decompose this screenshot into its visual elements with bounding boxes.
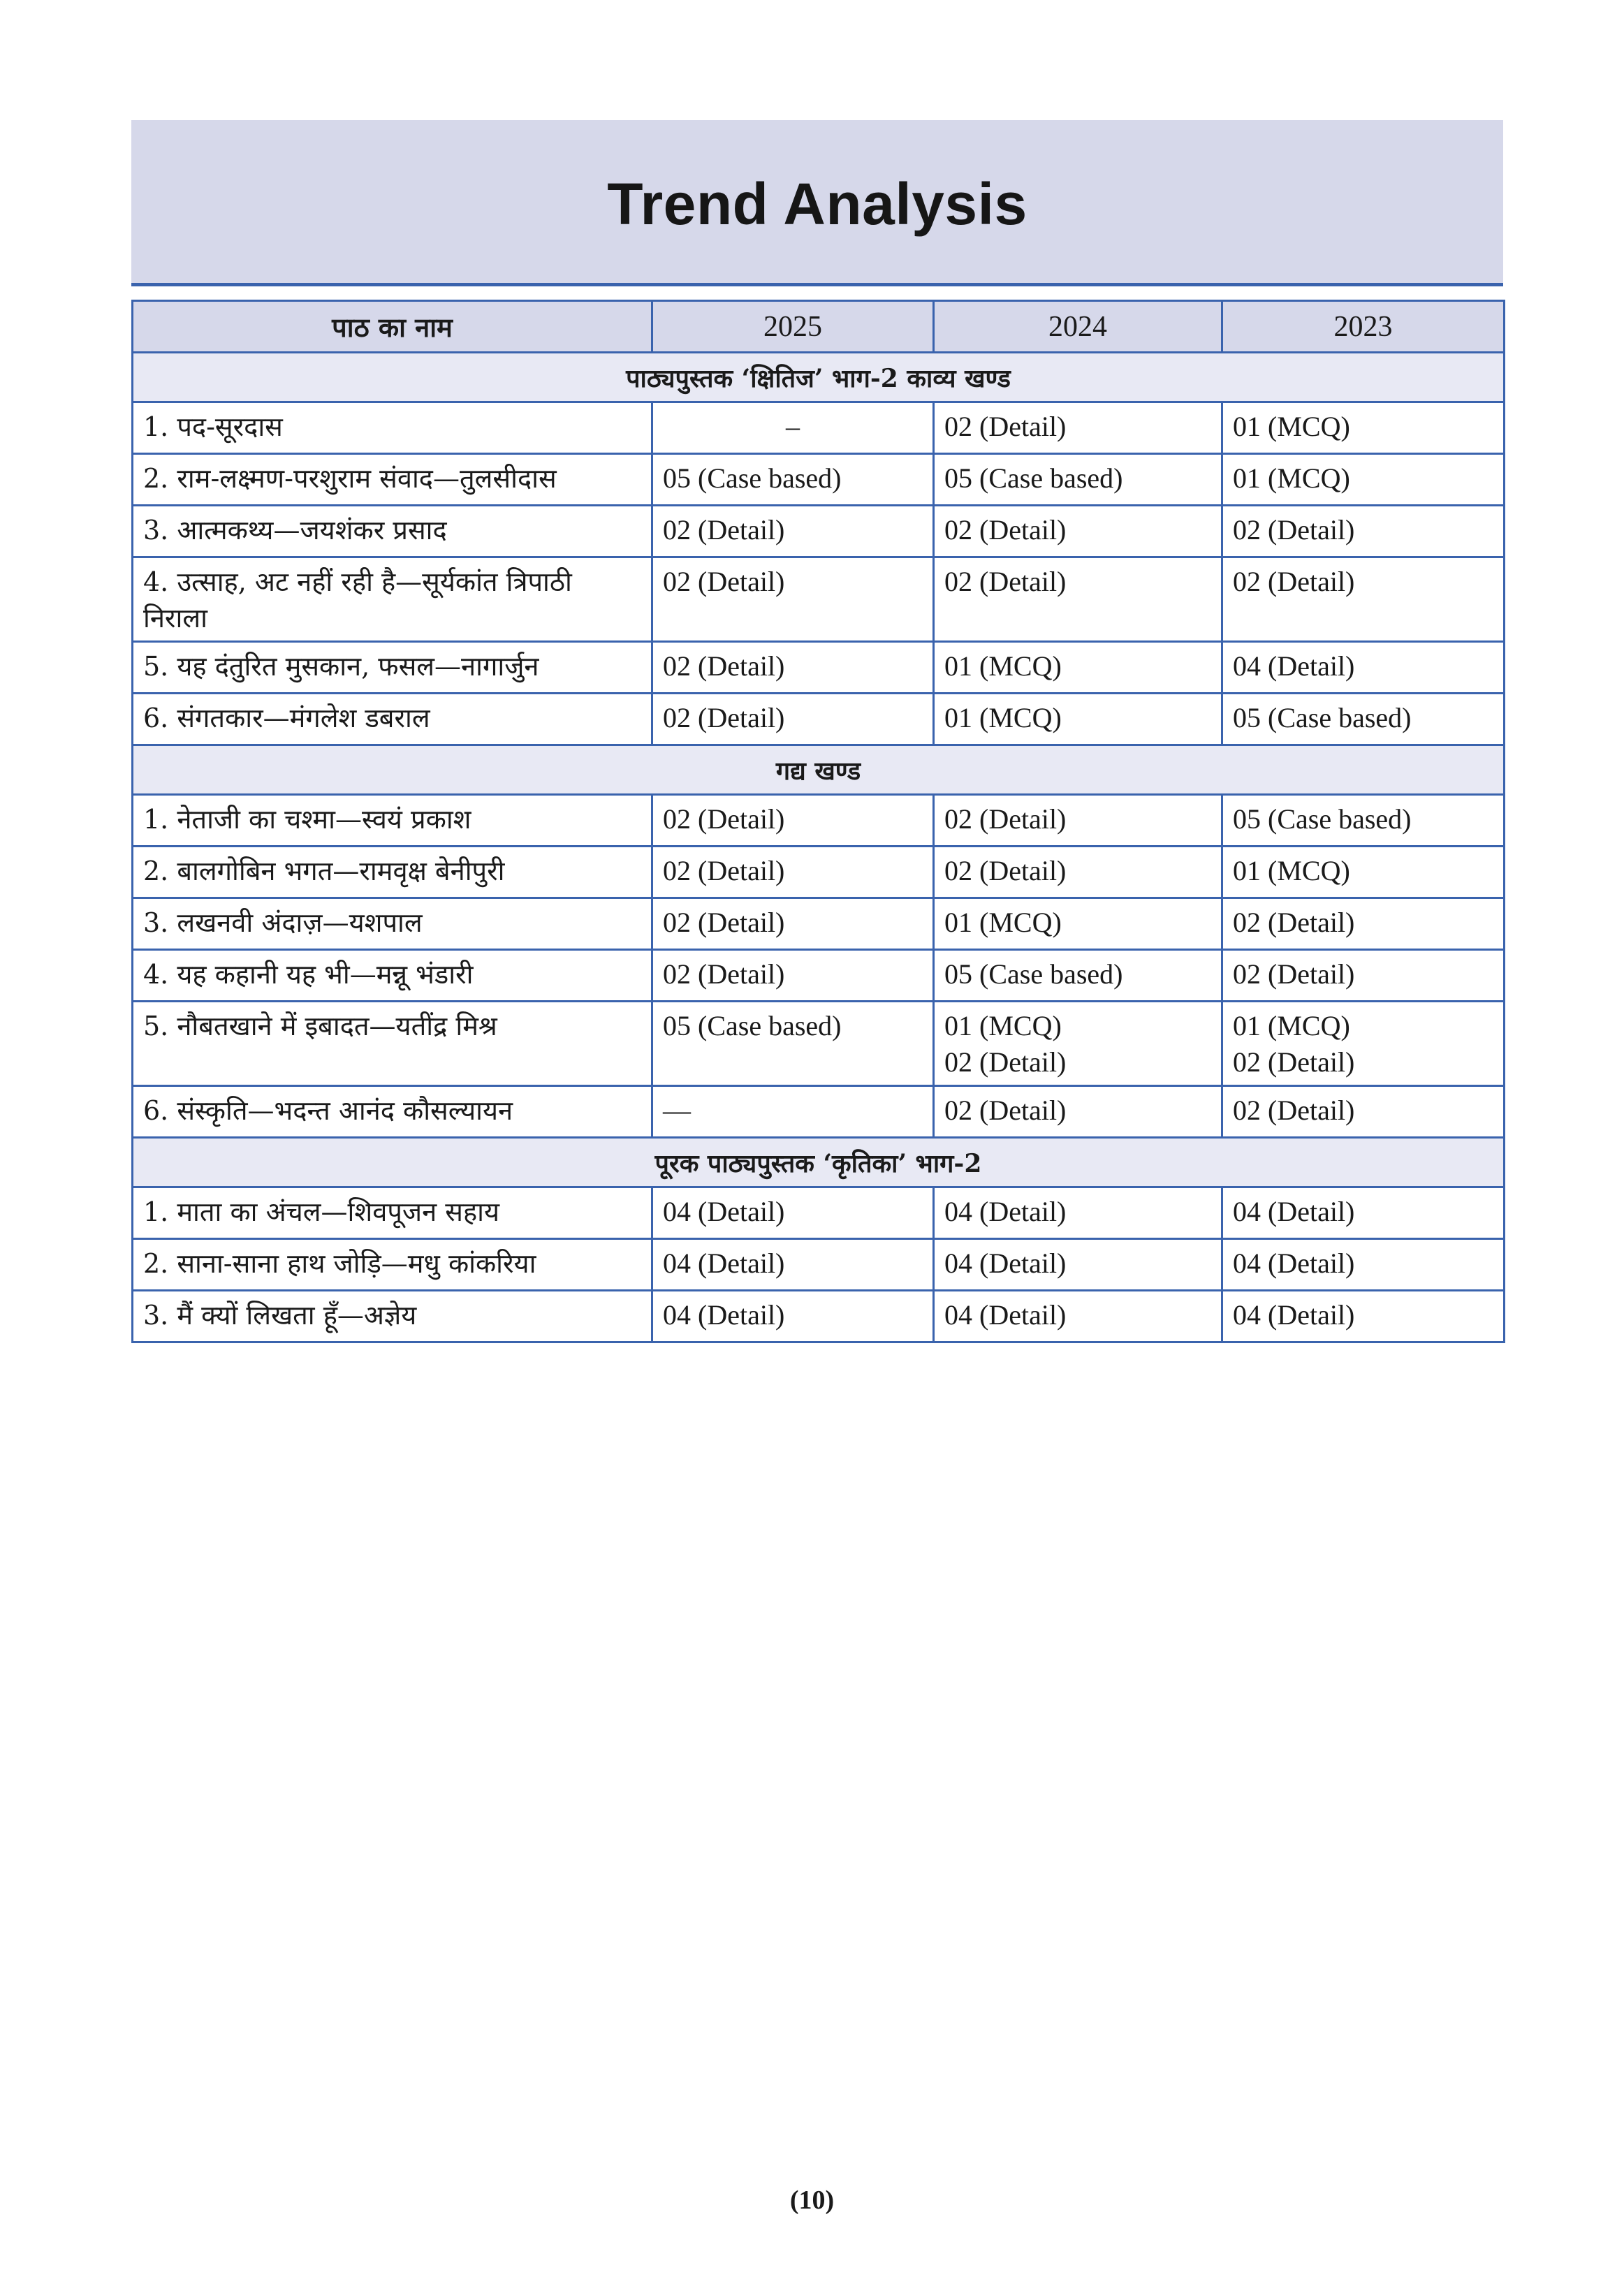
section-heading: पाठ्यपुस्तक ‘क्षितिज’ भाग-2 काव्य खण्ड <box>133 353 1505 402</box>
cell-2025: 02 (Detail) <box>652 847 934 898</box>
lesson-name-cell: 4. यह कहानी यह भी—मन्नू भंडारी <box>133 950 652 1002</box>
cell-2024: 02 (Detail) <box>934 557 1222 642</box>
lesson-name-cell: 1. नेताजी का चश्मा—स्वयं प्रकाश <box>133 795 652 847</box>
cell-2025: 05 (Case based) <box>652 1002 934 1086</box>
cell-2023: 02 (Detail) <box>1222 557 1505 642</box>
cell-2025: 02 (Detail) <box>652 506 934 557</box>
lesson-name-cell: 3. मैं क्यों लिखता हूँ—अज्ञेय <box>133 1291 652 1342</box>
table-row <box>133 642 1505 694</box>
cell-2024: 01 (MCQ) <box>934 642 1222 694</box>
cell-2025: 04 (Detail) <box>652 1239 934 1291</box>
cell-line: 01 (MCQ) <box>944 1010 1062 1041</box>
page-title: Trend Analysis <box>607 171 1027 237</box>
cell-2024: 01 (MCQ) <box>934 694 1222 745</box>
cell-2024: 04 (Detail) <box>934 1187 1222 1239</box>
cell-2023: 02 (Detail) <box>1222 1086 1505 1138</box>
cell-2025: 04 (Detail) <box>652 1291 934 1342</box>
section-heading: पूरक पाठ्यपुस्तक ‘कृतिका’ भाग-2 <box>133 1138 1505 1187</box>
section-heading-row <box>133 745 1505 795</box>
cell-2024: 02 (Detail) <box>934 795 1222 847</box>
cell-2024: 02 (Detail) <box>934 506 1222 557</box>
cell-2024: 01 (MCQ) <box>934 898 1222 950</box>
lesson-name-cell: 4. उत्साह, अट नहीं रही है—सूर्यकांत त्रिपाठी निराला <box>133 557 652 642</box>
table-row <box>133 557 1505 642</box>
cell-2024 <box>934 1002 1222 1086</box>
section-heading-row <box>133 1138 1505 1187</box>
table-row <box>133 950 1505 1002</box>
cell-2025: 04 (Detail) <box>652 1187 934 1239</box>
header-lesson-name: पाठ का नाम <box>133 301 652 353</box>
table-row <box>133 402 1505 454</box>
table-row <box>133 694 1505 745</box>
table-row <box>133 898 1505 950</box>
cell-2025: 02 (Detail) <box>652 795 934 847</box>
lesson-name-cell: 1. माता का अंचल—शिवपूजन सहाय <box>133 1187 652 1239</box>
cell-2024: 02 (Detail) <box>934 1086 1222 1138</box>
lesson-name-cell: 3. लखनवी अंदाज़—यशपाल <box>133 898 652 950</box>
cell-2023: 02 (Detail) <box>1222 950 1505 1002</box>
title-banner <box>131 120 1503 286</box>
cell-2025: – <box>652 402 934 454</box>
table-row <box>133 847 1505 898</box>
cell-2023: 02 (Detail) <box>1222 506 1505 557</box>
cell-2023: 04 (Detail) <box>1222 1239 1505 1291</box>
page-number: (10) <box>789 2186 835 2215</box>
cell-2024: 05 (Case based) <box>934 950 1222 1002</box>
table-row <box>133 1187 1505 1239</box>
lesson-name-cell: 6. संस्कृति—भदन्त आनंद कौसल्यायन <box>133 1086 652 1138</box>
table-header-row <box>133 301 1505 353</box>
table-row <box>133 795 1505 847</box>
cell-line: 01 (MCQ) <box>1233 1010 1350 1041</box>
header-2025: 2025 <box>652 301 934 353</box>
header-2023: 2023 <box>1222 301 1505 353</box>
cell-2025: 02 (Detail) <box>652 898 934 950</box>
cell-2025: 05 (Case based) <box>652 454 934 506</box>
cell-2024: 04 (Detail) <box>934 1291 1222 1342</box>
lesson-name-cell: 5. यह दंतुरित मुसकान, फसल—नागार्जुन <box>133 642 652 694</box>
cell-2023 <box>1222 1002 1505 1086</box>
lesson-name-cell: 1. पद-सूरदास <box>133 402 652 454</box>
table-row <box>133 1002 1505 1086</box>
header-2024: 2024 <box>934 301 1222 353</box>
table-row <box>133 1291 1505 1342</box>
cell-2023: 02 (Detail) <box>1222 898 1505 950</box>
cell-2023: 05 (Case based) <box>1222 694 1505 745</box>
cell-2023: 01 (MCQ) <box>1222 847 1505 898</box>
table-row <box>133 1086 1505 1138</box>
cell-2025: 02 (Detail) <box>652 950 934 1002</box>
table-body <box>133 353 1505 1342</box>
cell-2023: 05 (Case based) <box>1222 795 1505 847</box>
cell-2025: 02 (Detail) <box>652 694 934 745</box>
lesson-name-cell: 2. बालगोबिन भगत—रामवृक्ष बेनीपुरी <box>133 847 652 898</box>
cell-2025: 02 (Detail) <box>652 557 934 642</box>
section-heading: गद्य खण्ड <box>133 745 1505 795</box>
cell-line: 02 (Detail) <box>944 1046 1067 1078</box>
lesson-name-cell: 2. राम-लक्ष्मण-परशुराम संवाद—तुलसीदास <box>133 454 652 506</box>
trend-analysis-table <box>131 300 1505 1343</box>
table-row <box>133 454 1505 506</box>
cell-2024: 04 (Detail) <box>934 1239 1222 1291</box>
cell-2023: 01 (MCQ) <box>1222 402 1505 454</box>
cell-2023: 01 (MCQ) <box>1222 454 1505 506</box>
cell-2025: 02 (Detail) <box>652 642 934 694</box>
cell-line: 02 (Detail) <box>1233 1046 1355 1078</box>
section-heading-row <box>133 353 1505 402</box>
cell-2025: — <box>652 1086 934 1138</box>
lesson-name-cell: 5. नौबतखाने में इबादत—यतींद्र मिश्र <box>133 1002 652 1086</box>
lesson-name-cell: 2. साना-साना हाथ जोड़ि—मधु कांकरिया <box>133 1239 652 1291</box>
lesson-name-cell: 6. संगतकार—मंगलेश डबराल <box>133 694 652 745</box>
cell-2023: 04 (Detail) <box>1222 642 1505 694</box>
table-row <box>133 1239 1505 1291</box>
cell-2023: 04 (Detail) <box>1222 1291 1505 1342</box>
cell-2024: 02 (Detail) <box>934 402 1222 454</box>
cell-2024: 02 (Detail) <box>934 847 1222 898</box>
lesson-name-cell: 3. आत्मकथ्य—जयशंकर प्रसाद <box>133 506 652 557</box>
table-row <box>133 506 1505 557</box>
cell-2023: 04 (Detail) <box>1222 1187 1505 1239</box>
cell-2024: 05 (Case based) <box>934 454 1222 506</box>
